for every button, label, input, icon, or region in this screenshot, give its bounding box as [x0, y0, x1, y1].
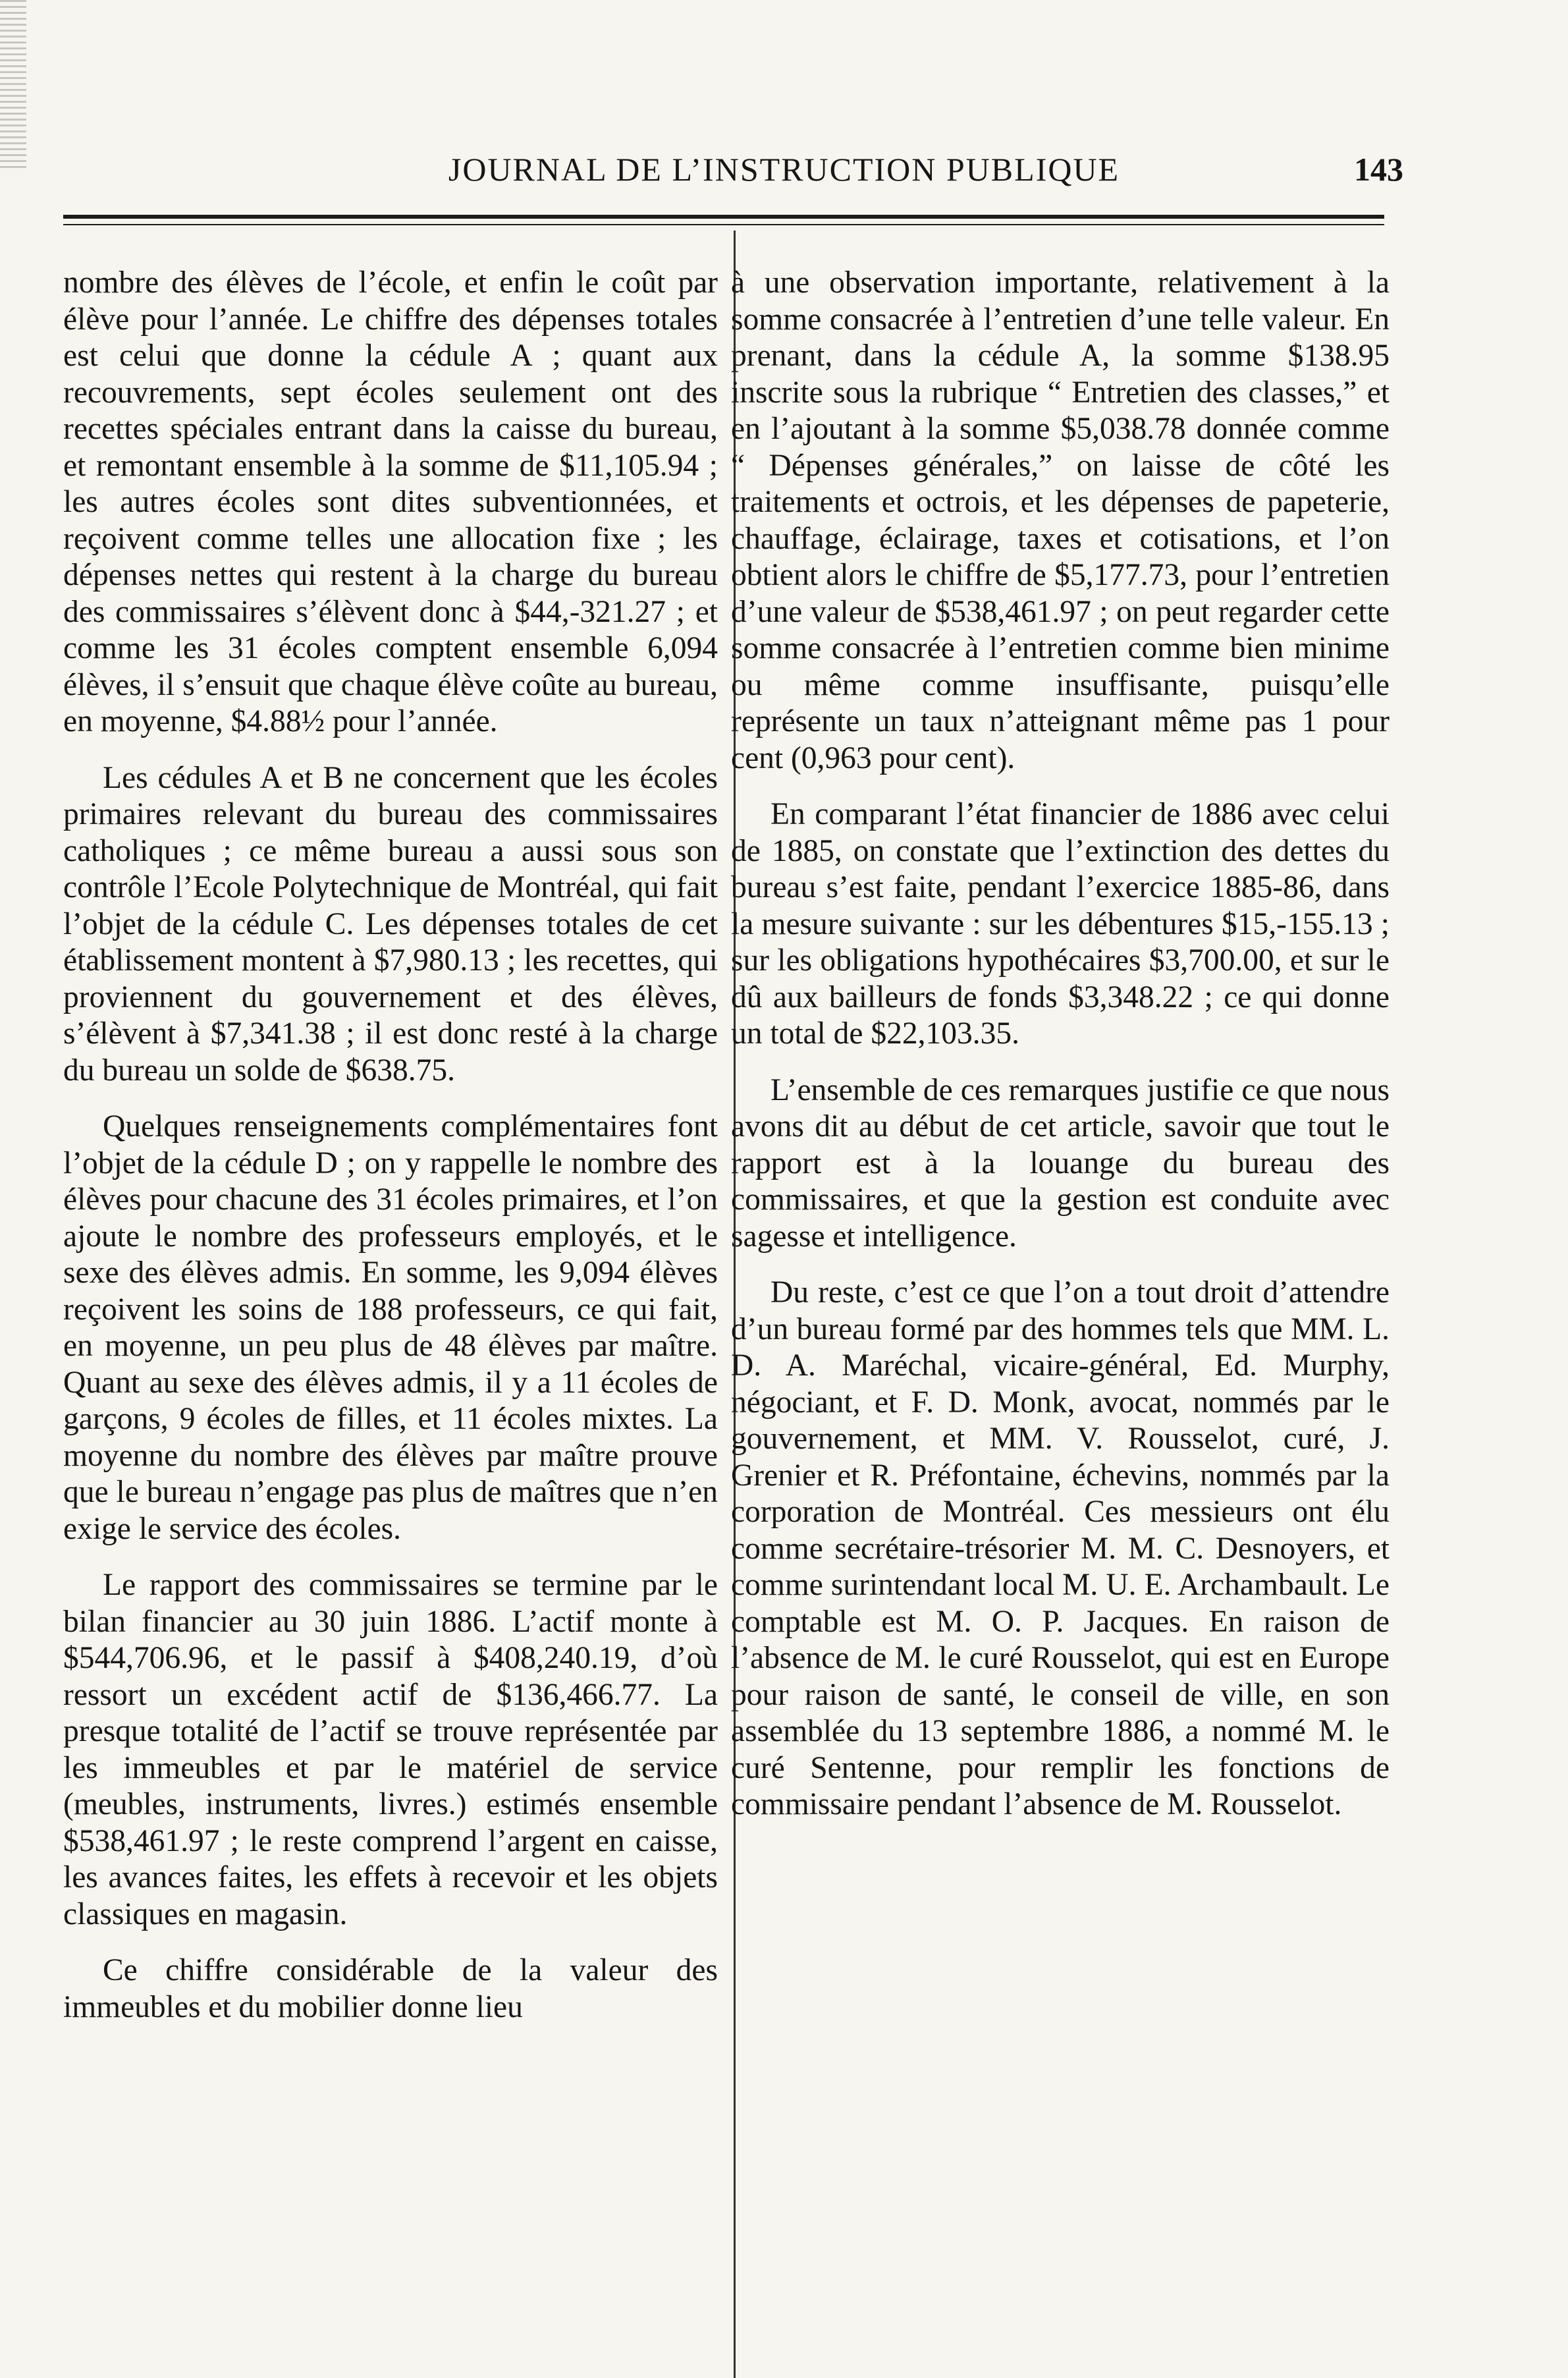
running-header-title: JOURNAL DE L’INSTRUCTION PUBLIQUE [448, 151, 1120, 188]
scan-edge-noise [0, 0, 26, 171]
right-paragraph-2: En comparant l’état financier de 1886 avec celui de 1885, on constate que l’extinction des dettes du bureau s’est faite, pendant l’exercice 1885-86, dans la mesure suivante : sur les débentures $15,-155.13 ; sur les obligations hypothécaires $3,700.00, et sur le dû aux bailleurs de fonds $3,348.22 ; ce qui donne un total de $22,103.35. [731, 797, 1390, 1051]
right-column [731, 265, 1390, 1843]
right-paragraph-4: Du reste, c’est ce que l’on a tout droit d’attendre d’un bureau formé par des hommes tels que MM. L. D. A. Maréchal, vicaire-général, Ed. Murphy, négociant, et F. D. Monk, avocat, nommés par le gouvernement, et MM. V. Rousselot, curé, J. Grenier et R. Préfontaine, échevins, nommés par la corporation de Montréal. Ces messieurs ont élu comme secrétaire-trésorier M. M. C. Desnoyers, et comme surintendant local M. U. E. Archambault. Le comptable est M. O. P. Jacques. En raison de l’absence de M. le curé Rousselot, qui est en Europe pour raison de santé, le conseil de ville, en son assemblée du 13 septembre 1886, a nommé M. le curé Sentenne, pour remplir les fonctions de commissaire pendant l’absence de M. Rousselot. [731, 1275, 1390, 1821]
right-paragraph-1: à une observation importante, relativement à la somme consacrée à l’entretien d’une telle valeur. En prenant, dans la cédule A, la somme $138.95 inscrite sous la rubrique “ Entretien des classes,” et en l’ajoutant à la somme $5,038.78 donnée comme “ Dépenses générales,” on laisse de côté les traitements et octrois, et les dépenses de papeterie, chauffage, éclairage, taxes et cotisations, et l’on obtient alors le chiffre de $5,177.73, pour l’entretien d’une valeur de $538,461.97 ; on peut regarder cette somme consacrée à l’entretien comme bien minime ou même comme insuffisante, puisqu’elle représente un taux n’atteignant même pas 1 pour cent (0,963 pour cent). [731, 265, 1390, 775]
left-column [63, 265, 718, 2045]
left-paragraph-1: nombre des élèves de l’école, et enfin le coût par élève pour l’année. Le chiffre des dépenses totales est celui que donne la cédule A ; quant aux recouvrements, sept écoles seulement ont des recettes spéciales entrant dans la caisse du bureau, et remontant ensemble à la somme de $11,105.94 ; les autres écoles sont dites subventionnées, et reçoivent comme telles une allocation fixe ; les dépenses nettes qui restent à la charge du bureau des commissaires s’élèvent donc à $44,-321.27 ; et comme les 31 écoles comptent ensemble 6,094 élèves, il s’ensuit que chaque élève coûte au bureau, en moyenne, $4.88½ pour l’année. [63, 265, 718, 738]
page-number: 143 [1354, 151, 1403, 188]
header-rule-thin [63, 224, 1384, 225]
left-paragraph-5: Ce chiffre considérable de la valeur des immeubles et du mobilier donne lieu [63, 1953, 718, 2024]
header-rule-thick [63, 215, 1384, 219]
left-paragraph-3: Quelques renseignements complémentaires font l’objet de la cédule D ; on y rappelle le nombre des élèves pour chacune des 31 écoles primaires, et l’on ajoute le nombre des professeurs employés, et le sexe des élèves admis. En somme, les 9,094 élèves reçoivent les soins de 188 professeurs, ce qui fait, en moyenne, un peu plus de 48 élèves par maître. Quant au sexe des élèves admis, il y a 11 écoles de garçons, 9 écoles de filles, et 11 écoles mixtes. La moyenne du nombre des élèves par maître prouve que le bureau n’engage pas plus de maîtres que n’en exige le service des écoles. [63, 1109, 718, 1546]
right-paragraph-3: L’ensemble de ces remarques justifie ce que nous avons dit au début de cet article, savoir que tout le rapport est à la louange du bureau des commissaires, et que la gestion est conduite avec sagesse et intelligence. [731, 1072, 1390, 1254]
left-paragraph-2: Les cédules A et B ne concernent que les écoles primaires relevant du bureau des commissaires catholiques ; ce même bureau a aussi sous son contrôle l’Ecole Polytechnique de Montréal, qui fait l’objet de la cédule C. Les dépenses totales de cet établissement montent à $7,980.13 ; les recettes, qui proviennent du gouvernement et des élèves, s’élèvent à $7,341.38 ; il est donc resté à la charge du bureau un solde de $638.75. [63, 760, 718, 1088]
left-paragraph-4: Le rapport des commissaires se termine par le bilan financier au 30 juin 1886. L’actif monte à $544,706.96, et le passif à $408,240.19, d’où ressort un excédent actif de $136,466.77. La presque totalité de l’actif se trouve représentée par les immeubles et par le matériel de service (meubles, instruments, livres.) estimés ensemble $538,461.97 ; le reste comprend l’argent en caisse, les avances faites, les effets à recevoir et les objets classiques en magasin. [63, 1568, 718, 1931]
